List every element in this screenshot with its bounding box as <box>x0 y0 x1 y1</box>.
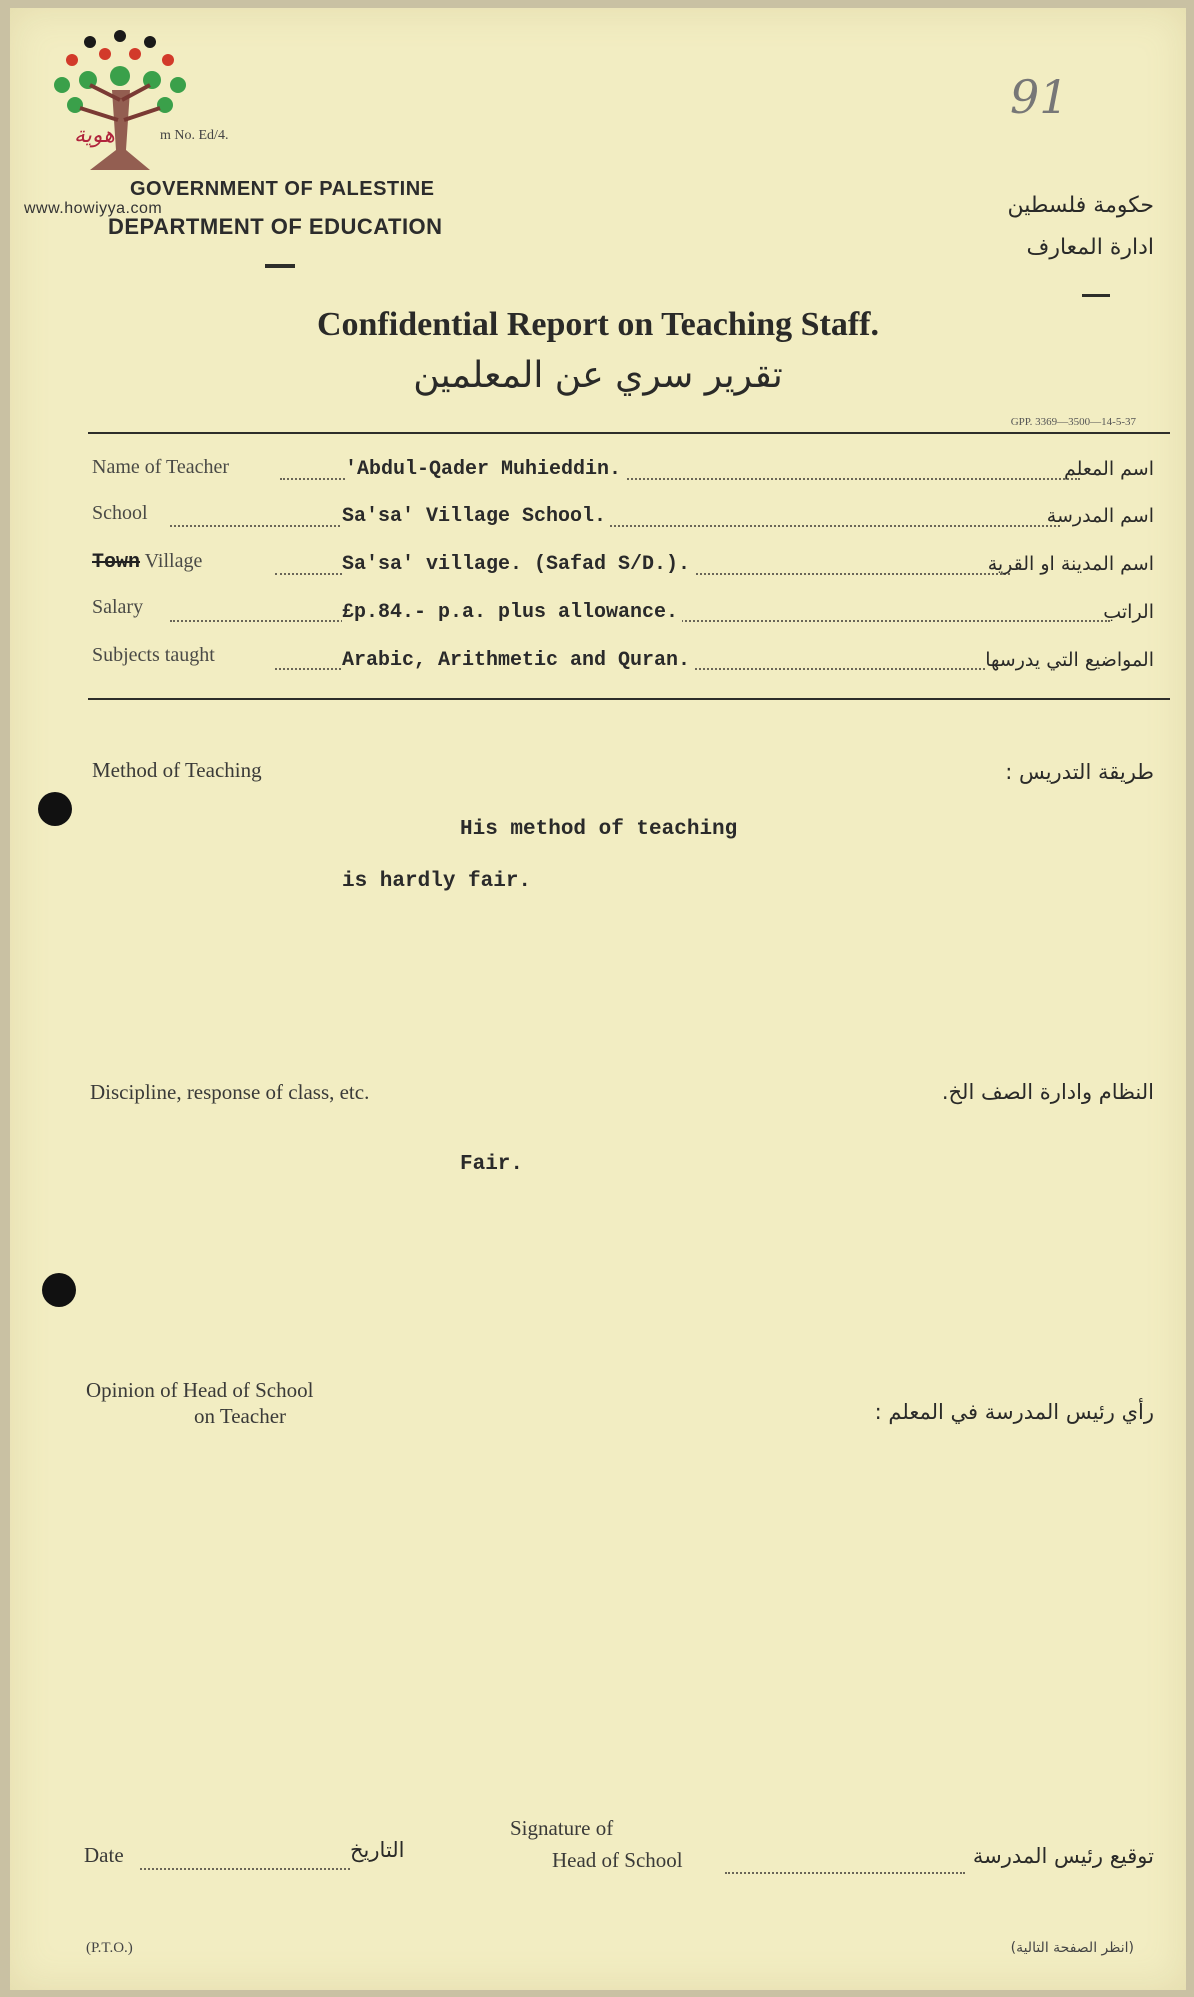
signature-label-line-1: Signature of <box>510 1816 614 1840</box>
department-heading: DEPARTMENT OF EDUCATION <box>108 214 443 239</box>
opinion-label-line-1: Opinion of Head of School <box>86 1378 314 1402</box>
fields-bottom-rule <box>88 698 1170 700</box>
discipline-label: Discipline, response of class, etc. <box>90 1080 370 1104</box>
government-heading: GOVERNMENT OF PALESTINE <box>130 178 435 200</box>
document-page <box>10 8 1186 1990</box>
date-dots <box>140 1868 350 1870</box>
form-number: m No. Ed/4. <box>160 128 229 143</box>
opinion-label-arabic: رأي رئيس المدرسة في المعلم : <box>874 1400 1154 1424</box>
signature-dots <box>725 1872 965 1874</box>
pto-label: (P.T.O.) <box>86 1940 133 1956</box>
subjects-label: Subjects taught <box>92 644 215 666</box>
method-text-line-2: is hardly fair. <box>342 870 532 893</box>
fields-top-rule <box>88 432 1170 434</box>
school-value: Sa'sa' Village School. <box>342 505 610 528</box>
subjects-value: Arabic, Arithmetic and Quran. <box>342 649 694 672</box>
salary-value: £p.84.- p.a. plus allowance. <box>342 601 682 624</box>
school-label-arabic: اسم المدرسة <box>1046 505 1154 527</box>
subjects-label-arabic: المواضيع التي يدرسها <box>985 649 1154 671</box>
date-label: Date <box>84 1843 124 1867</box>
method-label-arabic: طريقة التدريس : <box>1005 760 1154 784</box>
school-dots <box>170 525 1060 527</box>
village-label-text: Village <box>144 550 203 572</box>
discipline-text: Fair. <box>460 1153 524 1176</box>
government-heading-arabic: حكومة فلسطين <box>1007 193 1154 218</box>
signature-label-arabic: توقيع رئيس المدرسة <box>972 1844 1154 1868</box>
howiyya-logo <box>50 30 190 185</box>
village-value: Sa'sa' village. (Safad S/D.). <box>342 553 694 576</box>
village-label <box>92 550 202 574</box>
signature-label-line-2: Head of School <box>552 1848 683 1872</box>
school-label: School <box>92 502 148 524</box>
method-text-line-1: His method of teaching <box>460 818 738 841</box>
print-code: GPP. 3369—3500—14-5-37 <box>1010 416 1136 428</box>
pto-label-arabic: (انظر الصفحة التالية) <box>1010 1940 1134 1956</box>
header-divider <box>265 264 295 268</box>
teacher-name-label: Name of Teacher <box>92 456 230 478</box>
opinion-label-line-2: on Teacher <box>194 1404 287 1428</box>
salary-label: Salary <box>92 596 144 618</box>
teacher-name-value: 'Abdul-Qader Muhieddin. <box>345 458 625 481</box>
village-label-arabic: اسم المدينة او القرية <box>987 553 1154 575</box>
logo-text: هوية <box>74 123 115 148</box>
watermark-url: www.howiyya.com <box>24 200 163 217</box>
punch-hole <box>38 792 72 826</box>
report-title-arabic: تقرير سري عن المعلمين <box>413 355 783 396</box>
teacher-name-label-arabic: اسم المعلم <box>1063 458 1154 480</box>
town-label-struck: Town <box>92 551 141 574</box>
salary-label-arabic: الراتب <box>1103 601 1154 623</box>
method-label: Method of Teaching <box>92 758 262 782</box>
discipline-label-arabic: النظام وادارة الصف الخ. <box>941 1080 1154 1104</box>
header-divider-arabic <box>1082 294 1110 297</box>
punch-hole <box>42 1273 76 1307</box>
page-number: 91 <box>1010 70 1069 124</box>
department-heading-arabic: ادارة المعارف <box>1026 235 1154 260</box>
report-title: Confidential Report on Teaching Staff. <box>317 306 879 343</box>
date-label-arabic: التاريخ <box>350 1838 405 1862</box>
